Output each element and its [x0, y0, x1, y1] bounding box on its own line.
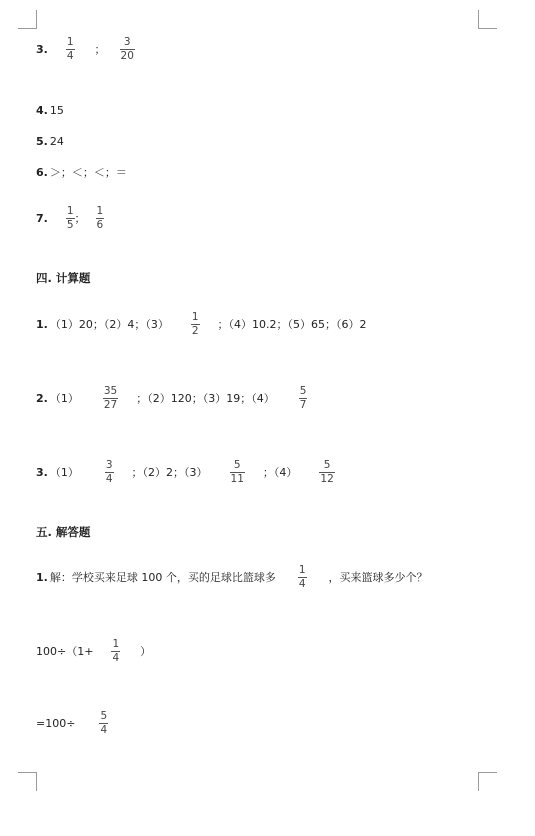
fraction: $\frac{1}{6}$: [96, 205, 104, 231]
crop-mark-top-left: [18, 10, 37, 29]
answer-number: 4.: [36, 103, 48, 117]
answer-number: 2.: [36, 391, 48, 405]
crop-mark-bottom-right: [478, 772, 497, 791]
answer-7: [36, 204, 104, 232]
fraction: $\frac{1}{4}$: [298, 564, 306, 590]
fraction: $\frac{3}{4}$: [105, 459, 113, 485]
calc-answer-3: 3. （1） $\frac{3}{4}$ ；（2）2；（3） $\frac{5}{11}$ ；（4） $\frac{5}{12}$: [36, 459, 334, 485]
answer-number: 3.: [36, 465, 48, 479]
word-problem-1: 1. 解：学校买来足球 100 个，买的足球比篮球多 $\frac{1}{4}$ ，买来篮球多少个？: [36, 564, 428, 590]
solution-step-1: 100÷（1+ $\frac{1}{4}$ ）: [36, 638, 152, 664]
answer-text: 24: [49, 134, 64, 148]
answer-number: 1.: [36, 570, 48, 584]
answer-text: ＞；＜；＜；＝: [49, 166, 127, 179]
section-title-calculation: 四. 计算题: [36, 271, 91, 285]
answer-text: 15: [49, 103, 64, 117]
calc-answer-1: 1. （1）20；（2）4；（3） $\frac{1}{2}$ ；（4）10.2；（5）65；（6）2: [36, 311, 367, 337]
fraction: $\frac{5}{11}$: [230, 459, 244, 485]
fraction: $\frac{5}{4}$: [100, 710, 108, 736]
fraction: $\frac{35}{27}$: [103, 385, 118, 411]
answer-5: [36, 127, 64, 155]
separator: ；: [94, 43, 106, 56]
answer-number: 7.: [36, 211, 48, 225]
fraction: $\frac{5}{7}$: [299, 385, 307, 411]
fraction: $\frac{1}{5}$: [66, 205, 74, 231]
crop-mark-top-right: [478, 10, 497, 29]
answer-number: 1.: [36, 317, 48, 331]
calc-answer-2: 2. （1） $\frac{35}{27}$ ；（2）120；（3）19；（4） $\frac{5}{7}$: [36, 385, 307, 411]
fraction: $\frac{3}{20}$: [120, 36, 134, 62]
answer-3: [36, 35, 135, 63]
answer-number: 6.: [36, 165, 48, 179]
section-title-word-problems: 五. 解答题: [36, 525, 91, 539]
separator: ；: [74, 212, 86, 225]
fraction: $\frac{1}{4}$: [112, 638, 120, 664]
fraction: $\frac{1}{4}$: [66, 36, 74, 62]
solution-step-2: =100÷ $\frac{5}{4}$: [36, 710, 108, 736]
crop-mark-bottom-left: [18, 772, 37, 791]
answer-4: [36, 96, 64, 124]
answer-number: 3.: [36, 42, 48, 56]
answer-6: [36, 158, 127, 186]
answer-number: 5.: [36, 134, 48, 148]
fraction: $\frac{5}{12}$: [320, 459, 334, 485]
fraction: $\frac{1}{2}$: [191, 311, 199, 337]
